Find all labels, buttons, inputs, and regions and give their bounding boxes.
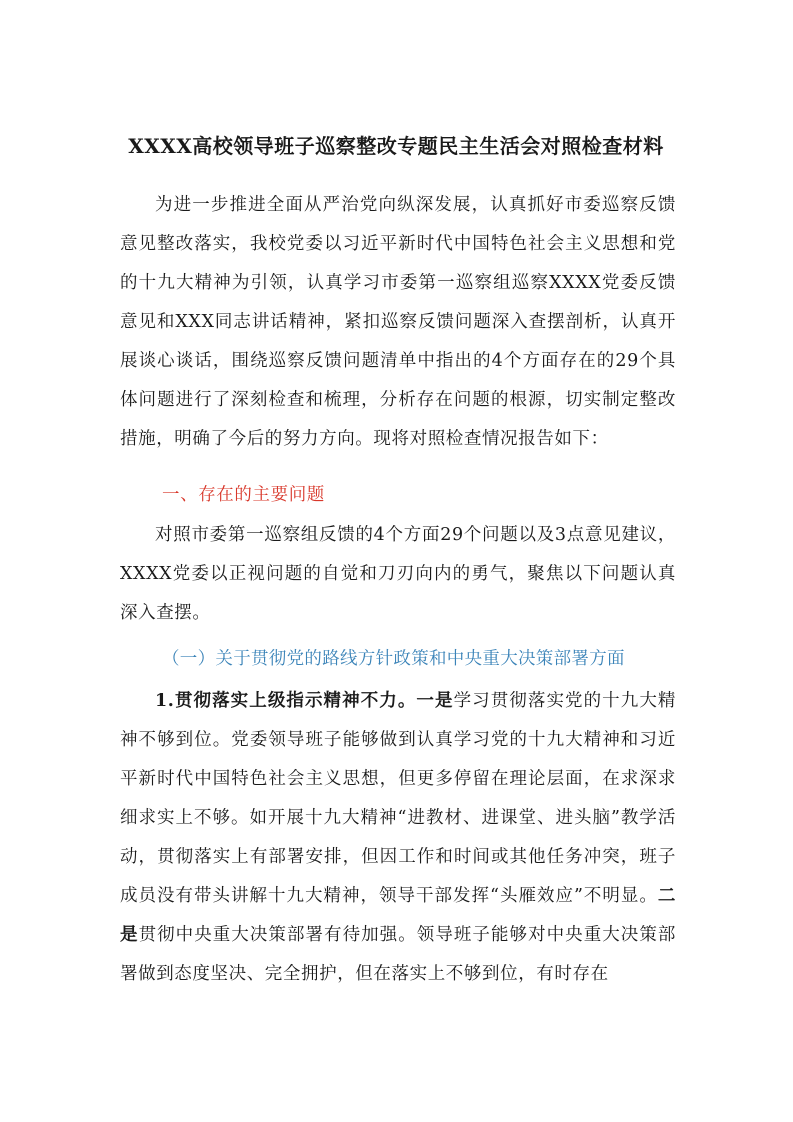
item-1-paragraph <box>120 682 676 994</box>
item-1-first-marker: 一是 <box>416 691 454 711</box>
subsection-heading-policy: （一）关于贯彻党的路线方针政策和中央重大决策部署方面 <box>162 649 625 669</box>
intro-paragraph: 为进一步推进全面从严治党向纵深发展，认真抓好市委巡察反馈意见整改落实，我校党委以习近平新时代中国特色社会主义思想和党的十九大精神为引领，认真学习市委第一巡察组巡察XXXX党委反馈意见和XXX同志讲话精神，紧扣巡察反馈问题深入查摆剖析，认真开展谈心谈话，围绕巡察反馈问题清单中指出的4个方面存在的29个具体问题进行了深刻检查和梳理，分析存在问题的根源，切实制定整改措施，明确了今后的努力方向。现将对照检查情况报告如下： <box>120 195 676 449</box>
section-heading-main-problems: 一、存在的主要问题 <box>162 485 325 505</box>
document-title: XXXX高校领导班子巡察整改专题民主生活会对照检查材料 <box>128 134 664 158</box>
item-1-second-marker: 二是 <box>120 886 676 945</box>
section-intro-paragraph: 对照市委第一巡察组反馈的4个方面29个问题以及3点意见建议，XXXX党委以正视问题的自觉和刀刃向内的勇气，聚焦以下问题认真深入查摆。 <box>120 525 676 623</box>
item-1-lead: 1.贯彻落实上级指示精神不力。 <box>155 691 417 711</box>
item-1-second-text: 贯彻中央重大决策部署有待加强。领导班子能够对中央重大决策部署做到态度坚决、完全拥护，但在落实上不够到位，有时存在 <box>120 925 676 984</box>
item-1-first-text: 学习贯彻落实党的十九大精神不够到位。党委领导班子能够做到认真学习党的十九大精神和习近平新时代中国特色社会主义思想，但更多停留在理论层面，在求深求细求实上不够。如开展十九大精神“进教材、进课堂、进头脑”教学活动，贯彻落实上有部署安排，但因工作和时间或其他任务冲突，班子成员没有带头讲解十九大精神，领导干部发挥“头雁效应”不明显。 <box>120 691 676 906</box>
